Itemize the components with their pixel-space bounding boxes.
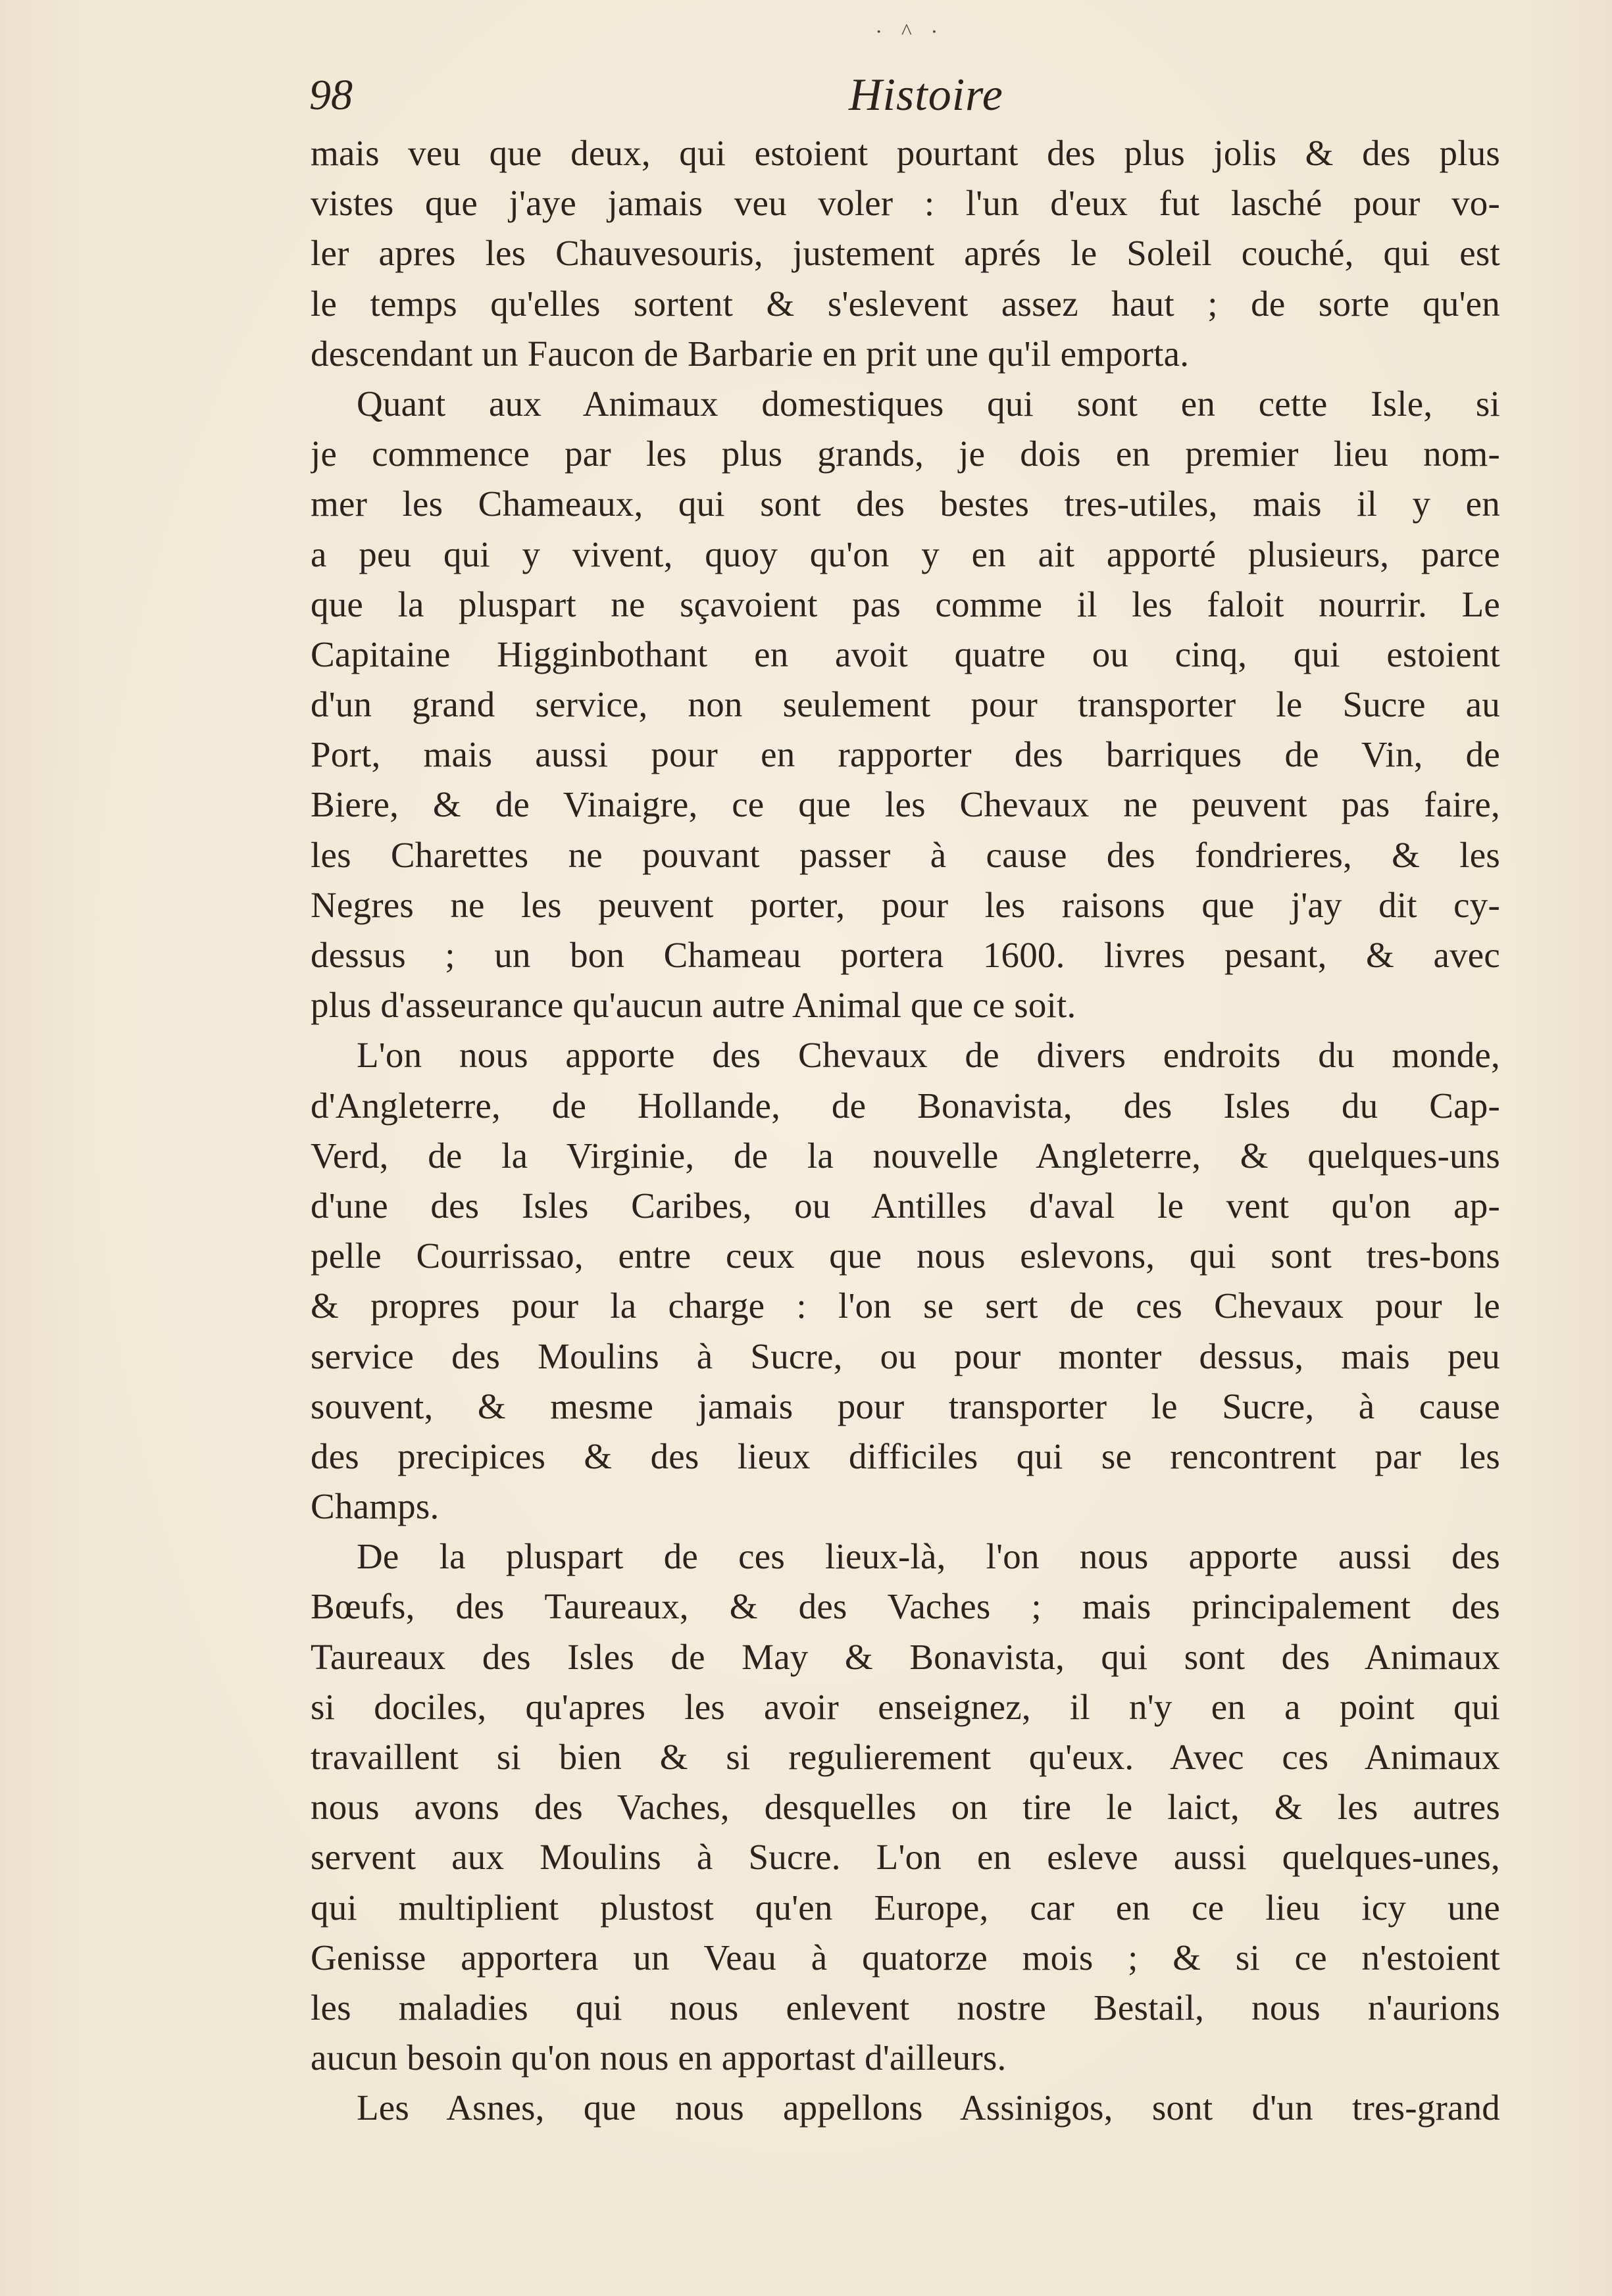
text-line: des precipices & des lieux difficiles qui se rencontrent par les [311, 1435, 1500, 1476]
text-line: que la pluspart ne sçavoient pas comme il les faloit nourrir. Le [311, 584, 1500, 624]
text-line: le temps qu'elles sortent & s'eslevent assez haut ; de sorte qu'en [311, 283, 1500, 324]
text-line: Biere, & de Vinaigre, ce que les Chevaux ne peuvent pas faire, [311, 784, 1500, 825]
paragraph-start-line: L'on nous apporte des Chevaux de divers endroits du monde, [357, 1035, 1500, 1076]
text-line: les Charettes ne pouvant passer à cause des fondrieres, & les [311, 834, 1500, 875]
text-line: les maladies qui nous enlevent nostre Bestail, nous n'aurions [311, 1987, 1500, 2028]
text-line: pelle Courrissao, entre ceux que nous eslevons, qui sont tres-bons [311, 1235, 1500, 1276]
paragraph-start-line: De la pluspart de ces lieux-là, l'on nous apporte aussi des [357, 1536, 1500, 1577]
page-header [309, 66, 1500, 125]
text-line: Port, mais aussi pour en rapporter des barriques de Vin, de [311, 734, 1500, 775]
text-line: qui multiplient plustost qu'en Europe, car en ce lieu icy une [311, 1887, 1500, 1928]
text-line: Negres ne les peuvent porter, pour les raisons que j'ay dit cy- [311, 884, 1500, 925]
body-text [311, 128, 1500, 2134]
header-ornament: · ^ · [875, 20, 945, 44]
text-line: d'un grand service, non seulement pour transporter le Sucre au [311, 684, 1500, 725]
text-line: & propres pour la charge : l'on se sert de ces Chevaux pour le [311, 1285, 1500, 1326]
text-line: Capitaine Higginbothant en avoit quatre ou cinq, qui estoient [311, 634, 1500, 674]
text-line: nous avons des Vaches, desquelles on tire le laict, & les autres [311, 1787, 1500, 1828]
text-line: dessus ; un bon Chameau portera 1600. livres pesant, & avec [311, 935, 1500, 975]
page-number: 98 [309, 71, 353, 119]
running-title: Histoire [849, 70, 1003, 120]
text-line: mais veu que deux, qui estoient pourtant des plus jolis & des plus [311, 133, 1500, 173]
paragraph-start-line: Les Asnes, que nous appellons Assinigos, sont d'un tres-grand [357, 2087, 1500, 2128]
text-line: si dociles, qu'apres les avoir enseignez, il n'y en a point qui [311, 1686, 1500, 1727]
text-line: d'Angleterre, de Hollande, de Bonavista, des Isles du Cap- [311, 1085, 1500, 1126]
text-line: Taureaux des Isles de May & Bonavista, qui sont des Animaux [311, 1636, 1500, 1677]
text-line: vistes que j'aye jamais veu voler : l'un d'eux fut lasché pour vo- [311, 183, 1500, 224]
text-line: d'une des Isles Caribes, ou Antilles d'aval le vent qu'on ap- [311, 1185, 1500, 1226]
text-line: Genisse apportera un Veau à quatorze mois ; & si ce n'estoient [311, 1937, 1500, 1978]
paragraph-start-line: Quant aux Animaux domestiques qui sont en cette Isle, si [357, 383, 1500, 424]
text-line: mer les Chameaux, qui sont des bestes tres-utiles, mais il y en [311, 484, 1500, 524]
text-line: souvent, & mesme jamais pour transporter le Sucre, à cause [311, 1385, 1500, 1426]
text-line: Champs. [311, 1486, 440, 1527]
text-line: Verd, de la Virginie, de la nouvelle Angleterre, & quelques-uns [311, 1135, 1500, 1176]
text-line: servent aux Moulins à Sucre. L'on en esleve aussi quelques-unes, [311, 1837, 1500, 1878]
text-line: ler apres les Chauvesouris, justement aprés le Soleil couché, qui est [311, 233, 1500, 274]
text-line: plus d'asseurance qu'aucun autre Animal que ce soit. [311, 985, 1076, 1026]
text-line: aucun besoin qu'on nous en apportast d'ailleurs. [311, 2037, 1007, 2078]
text-line: service des Moulins à Sucre, ou pour monter dessus, mais peu [311, 1335, 1500, 1376]
text-line: travaillent si bien & si regulierement qu'eux. Avec ces Animaux [311, 1737, 1500, 1777]
text-line: a peu qui y vivent, quoy qu'on y en ait apporté plusieurs, parce [311, 534, 1500, 574]
text-line: je commence par les plus grands, je dois en premier lieu nom- [311, 434, 1500, 474]
text-line: Bœufs, des Taureaux, & des Vaches ; mais principalement des [311, 1586, 1500, 1627]
text-line: descendant un Faucon de Barbarie en prit une qu'il emporta. [311, 333, 1190, 374]
